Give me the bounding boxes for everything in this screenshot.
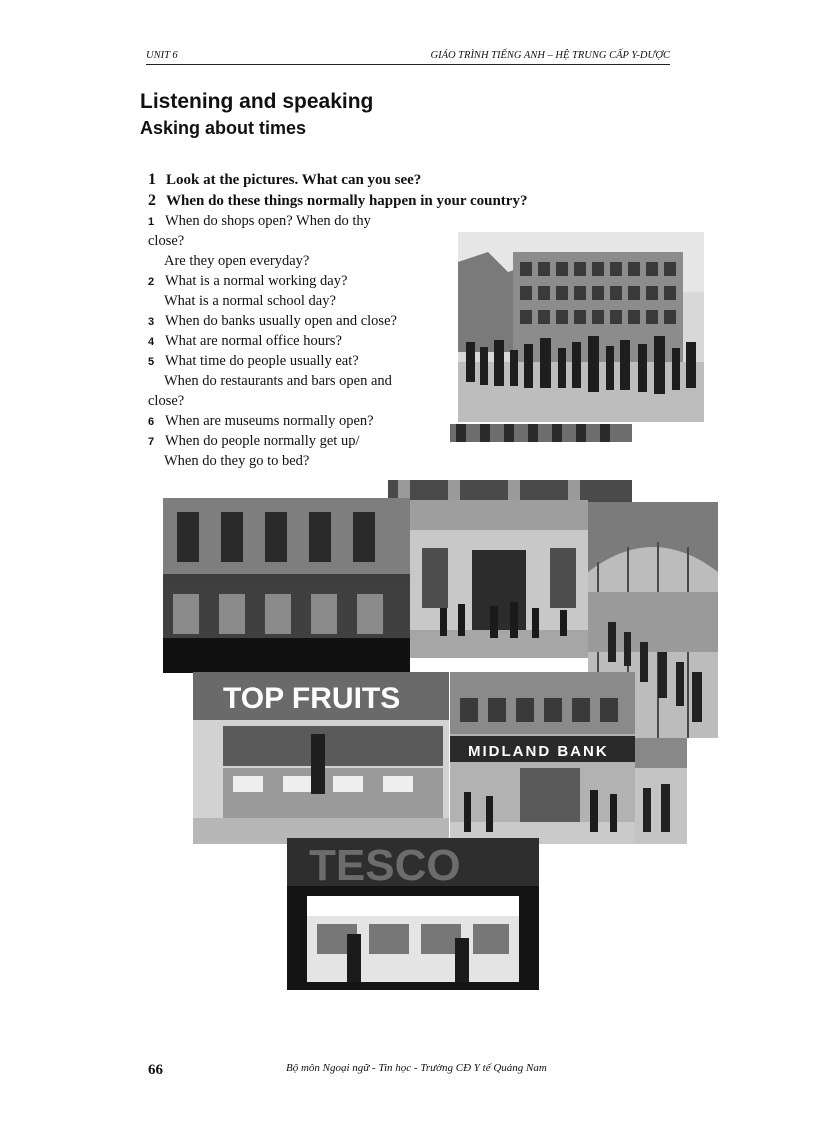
instruction-text: Look at the pictures. What can you see? xyxy=(166,172,422,188)
section-subtitle: Asking about times xyxy=(140,118,307,138)
question-line: Are they open everyday? xyxy=(164,253,310,269)
photo-fruit-market xyxy=(193,672,449,844)
question-line: close? xyxy=(148,393,185,409)
photo-office-building xyxy=(458,232,704,422)
question-5 xyxy=(148,353,359,370)
tesco-sign: TESCO xyxy=(309,841,461,890)
instruction-1 xyxy=(148,171,421,189)
instruction-text: When do these things normally happen in your country? xyxy=(166,193,528,209)
question-1 xyxy=(148,213,371,230)
book-title: GIÁO TRÌNH TIẾNG ANH – HỆ TRUNG CẤP Y-DƯỢC xyxy=(430,50,670,61)
question-number: 2 xyxy=(148,276,155,288)
photo-midland-bank xyxy=(450,672,635,844)
question-number: 1 xyxy=(148,216,155,228)
question-line: When do banks usually open and close? xyxy=(165,313,397,329)
question-line: What is a normal working day? xyxy=(165,273,348,289)
question-number: 3 xyxy=(148,316,155,328)
photo-strip xyxy=(450,424,632,442)
question-2 xyxy=(148,273,347,290)
question-7 xyxy=(148,433,360,450)
question-line: When are museums normally open? xyxy=(165,413,374,429)
question-line: When do restaurants and bars open and xyxy=(164,373,392,389)
page-number: 66 xyxy=(148,1062,163,1078)
photo-strip xyxy=(388,480,632,502)
footer-text: Bộ môn Ngoại ngữ - Tin học - Trường CĐ Y tế Quảng Nam xyxy=(286,1062,547,1074)
question-number: 4 xyxy=(148,336,155,348)
photo-pub xyxy=(163,498,410,673)
top-fruits-sign: TOP FRUITS xyxy=(223,682,401,715)
question-3 xyxy=(148,313,397,330)
question-6 xyxy=(148,413,374,430)
running-header xyxy=(146,48,670,65)
photo-tesco-store xyxy=(287,838,539,990)
question-line: What are normal office hours? xyxy=(165,333,342,349)
instruction-2 xyxy=(148,192,527,210)
question-line: When do people normally get up/ xyxy=(165,433,360,449)
photo-street xyxy=(635,738,687,844)
question-4 xyxy=(148,333,342,350)
unit-label: UNIT 6 xyxy=(146,50,178,61)
instruction-number: 1 xyxy=(148,171,156,188)
question-line: close? xyxy=(148,233,185,249)
question-line: What is a normal school day? xyxy=(164,293,336,309)
photo-bank-entrance xyxy=(410,500,588,658)
question-number: 6 xyxy=(148,416,155,428)
question-number: 7 xyxy=(148,436,155,448)
question-number: 5 xyxy=(148,356,155,368)
question-line: What time do people usually eat? xyxy=(165,353,359,369)
instruction-number: 2 xyxy=(148,192,156,209)
question-line: When do they go to bed? xyxy=(164,453,310,469)
midland-bank-sign: MIDLAND BANK xyxy=(468,743,609,760)
section-title: Listening and speaking xyxy=(140,90,374,113)
question-line: When do shops open? When do thy xyxy=(165,213,371,229)
